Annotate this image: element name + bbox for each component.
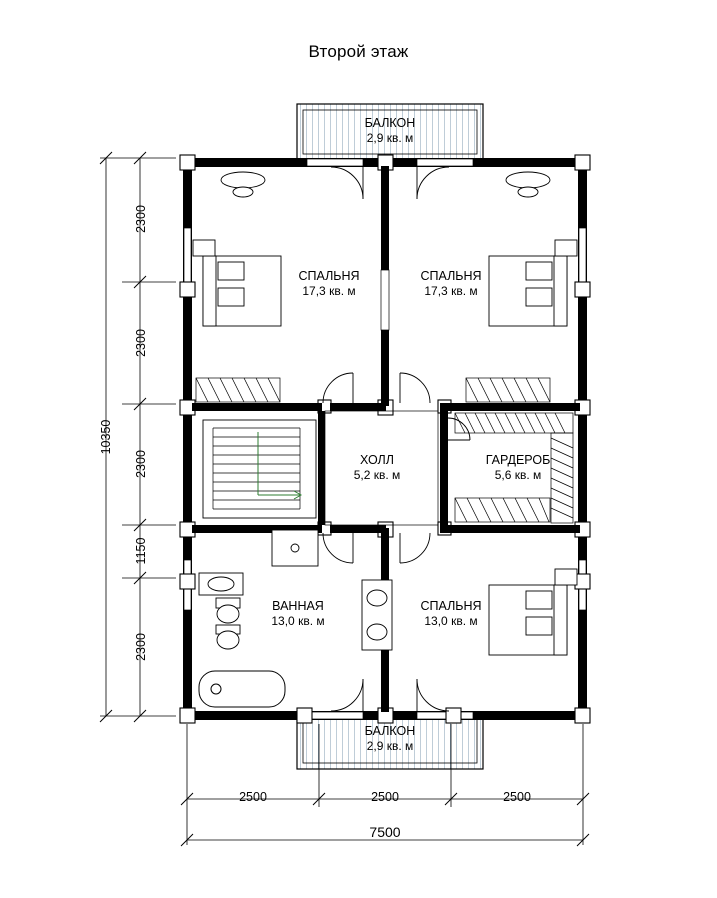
room-name: СПАЛЬНЯ (420, 269, 482, 283)
double-sink (362, 580, 392, 650)
vanity-sink-left (199, 573, 243, 595)
dim-horizontal-2: 2500 (371, 790, 399, 804)
room-name: СПАЛЬНЯ (420, 599, 482, 613)
ceiling-lamp-right (506, 172, 550, 197)
ceiling-lamp-left (221, 172, 265, 197)
room-label-bedroom-top-left (269, 269, 389, 299)
room-label-bathroom (238, 599, 358, 629)
room-label-bedroom-bottom (391, 599, 511, 629)
closet-left (196, 378, 280, 402)
room-name: ХОЛЛ (360, 453, 394, 467)
bed-top-left (193, 240, 281, 326)
closet-right (466, 378, 550, 402)
page-title: Второй этаж (308, 42, 409, 61)
room-label-hall (322, 453, 432, 483)
room-label-wardrobe (458, 453, 578, 483)
room-name: СПАЛЬНЯ (298, 269, 360, 283)
dim-vertical-3: 2300 (134, 450, 148, 478)
room-label-balcony-bottom (330, 724, 450, 754)
shower-tray (272, 530, 318, 566)
room-name: ВАННАЯ (272, 599, 324, 613)
dim-horizontal-1: 2500 (239, 790, 267, 804)
toilet-lower (216, 625, 240, 649)
room-area: 5,6 кв. м (494, 468, 542, 482)
room-area: 13,0 кв. м (271, 614, 325, 628)
room-name: БАЛКОН (364, 116, 416, 130)
room-area: 2,9 кв. м (366, 131, 414, 145)
room-name: ГАРДЕРОБ (485, 453, 551, 467)
room-label-bedroom-top-right (391, 269, 511, 299)
staircase (203, 420, 316, 518)
room-area: 5,2 кв. м (353, 468, 401, 482)
toilet-upper (216, 598, 240, 623)
dim-vertical-4: 1150 (134, 537, 148, 565)
room-area: 17,3 кв. м (302, 284, 356, 298)
dim-vertical-total: 10350 (99, 419, 113, 455)
room-area: 2,9 кв. м (366, 739, 414, 753)
room-area: 13,0 кв. м (424, 614, 478, 628)
dim-vertical-1: 2300 (134, 205, 148, 233)
bathtub (199, 671, 285, 707)
room-name: БАЛКОН (364, 724, 416, 738)
room-label-balcony-top (330, 116, 450, 146)
dim-horizontal-3: 2500 (503, 790, 531, 804)
room-area: 17,3 кв. м (424, 284, 478, 298)
dim-horizontal-total: 7500 (369, 824, 401, 840)
dim-vertical-5: 2300 (134, 633, 148, 661)
dim-vertical-2: 2300 (134, 329, 148, 357)
